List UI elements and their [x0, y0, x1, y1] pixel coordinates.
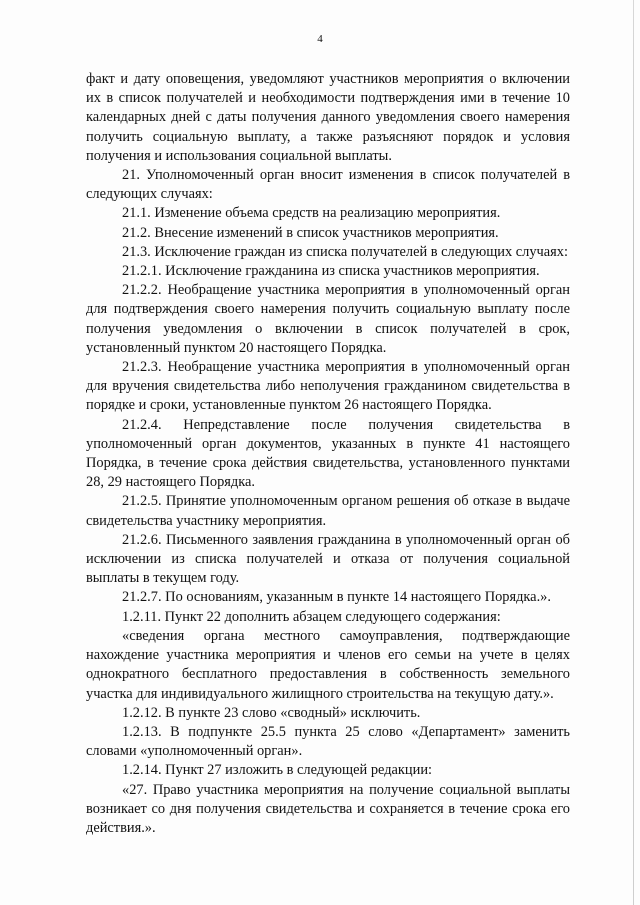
paragraph: 21.2. Внесение изменений в список участников мероприятия. [122, 224, 499, 241]
paragraph: 21.2.4. Непредставление после получения свидетельства в уполномоченный орган документов, указанных в пункте 41 настоящего Порядка, в течение срока действия свидетельства, установленного пунктами 28, 29 настоящего Порядка. [86, 416, 570, 491]
paragraph: 1.2.14. Пункт 27 изложить в следующей редакции: [122, 762, 433, 779]
page-edge-shadow [633, 0, 634, 905]
paragraph: 21.2.6. Письменного заявления гражданина в уполномоченный орган об исключении из списка получателей и отказа от получения социальной выплаты в текущем году. [86, 531, 570, 587]
document-body [86, 70, 570, 838]
paragraph: 21.2.1. Исключение гражданина из списка участников мероприятия. [122, 263, 540, 280]
paragraph: 1.2.12. В пункте 23 слово «сводный» исключить. [122, 704, 421, 721]
paragraph: 1.2.13. В подпункте 25.5 пункта 25 слово «Департамент» заменить словами «уполномоченный орган». [86, 723, 570, 760]
paragraph: 21.2.7. По основаниям, указанным в пункте 14 настоящего Порядка.». [122, 589, 551, 606]
page-number: 4 [317, 33, 323, 45]
paragraph: 21.2.3. Необращение участника мероприятия в уполномоченный орган для вручения свидетельства либо неполучения гражданином свидетельства в порядке и сроки, установленные пунктом 26 настоящего Порядка. [86, 359, 570, 414]
paragraph: 21.2.5. Принятие уполномоченным органом решения об отказе в выдаче свидетельства участнику мероприятия. [86, 493, 570, 529]
paragraph: 21.1. Изменение объема средств на реализацию мероприятия. [122, 205, 501, 222]
paragraph: 21.3. Исключение граждан из списка получателей в следующих случаях: [122, 243, 568, 260]
paragraph: «сведения органа местного самоуправления, подтверждающие нахождение участника мероприятия и членов его семьи на учете в целях однократного бесплатного предоставления в собственность земельного участка для индивидуального жилищного строительства на текущую дату.». [86, 627, 570, 702]
paragraph: 21. Уполномоченный орган вносит изменения в список получателей в следующих случаях: [86, 167, 570, 203]
paragraph: факт и дату оповещения, уведомляют участников мероприятия о включении их в список получателей и необходимости подтверждения ими в течение 10 календарных дней с даты получения данного уведомления своего намерения получить социальную выплату, а также разъясняют порядок и условия получения и использования социальной выплаты. [86, 71, 570, 164]
paragraph: 1.2.11. Пункт 22 дополнить абзацем следующего содержания: [122, 608, 501, 625]
paragraph: «27. Право участника мероприятия на получение социальной выплаты возникает со дня получения свидетельства и сохраняется в течение срока его действия.». [86, 781, 570, 836]
paragraph: 21.2.2. Необращение участника мероприятия в уполномоченный орган для подтверждения своего намерения получить социальную выплату после получения уведомления о включении в список получателей в срок, установленный пунктом 20 настоящего Порядка. [86, 282, 570, 356]
